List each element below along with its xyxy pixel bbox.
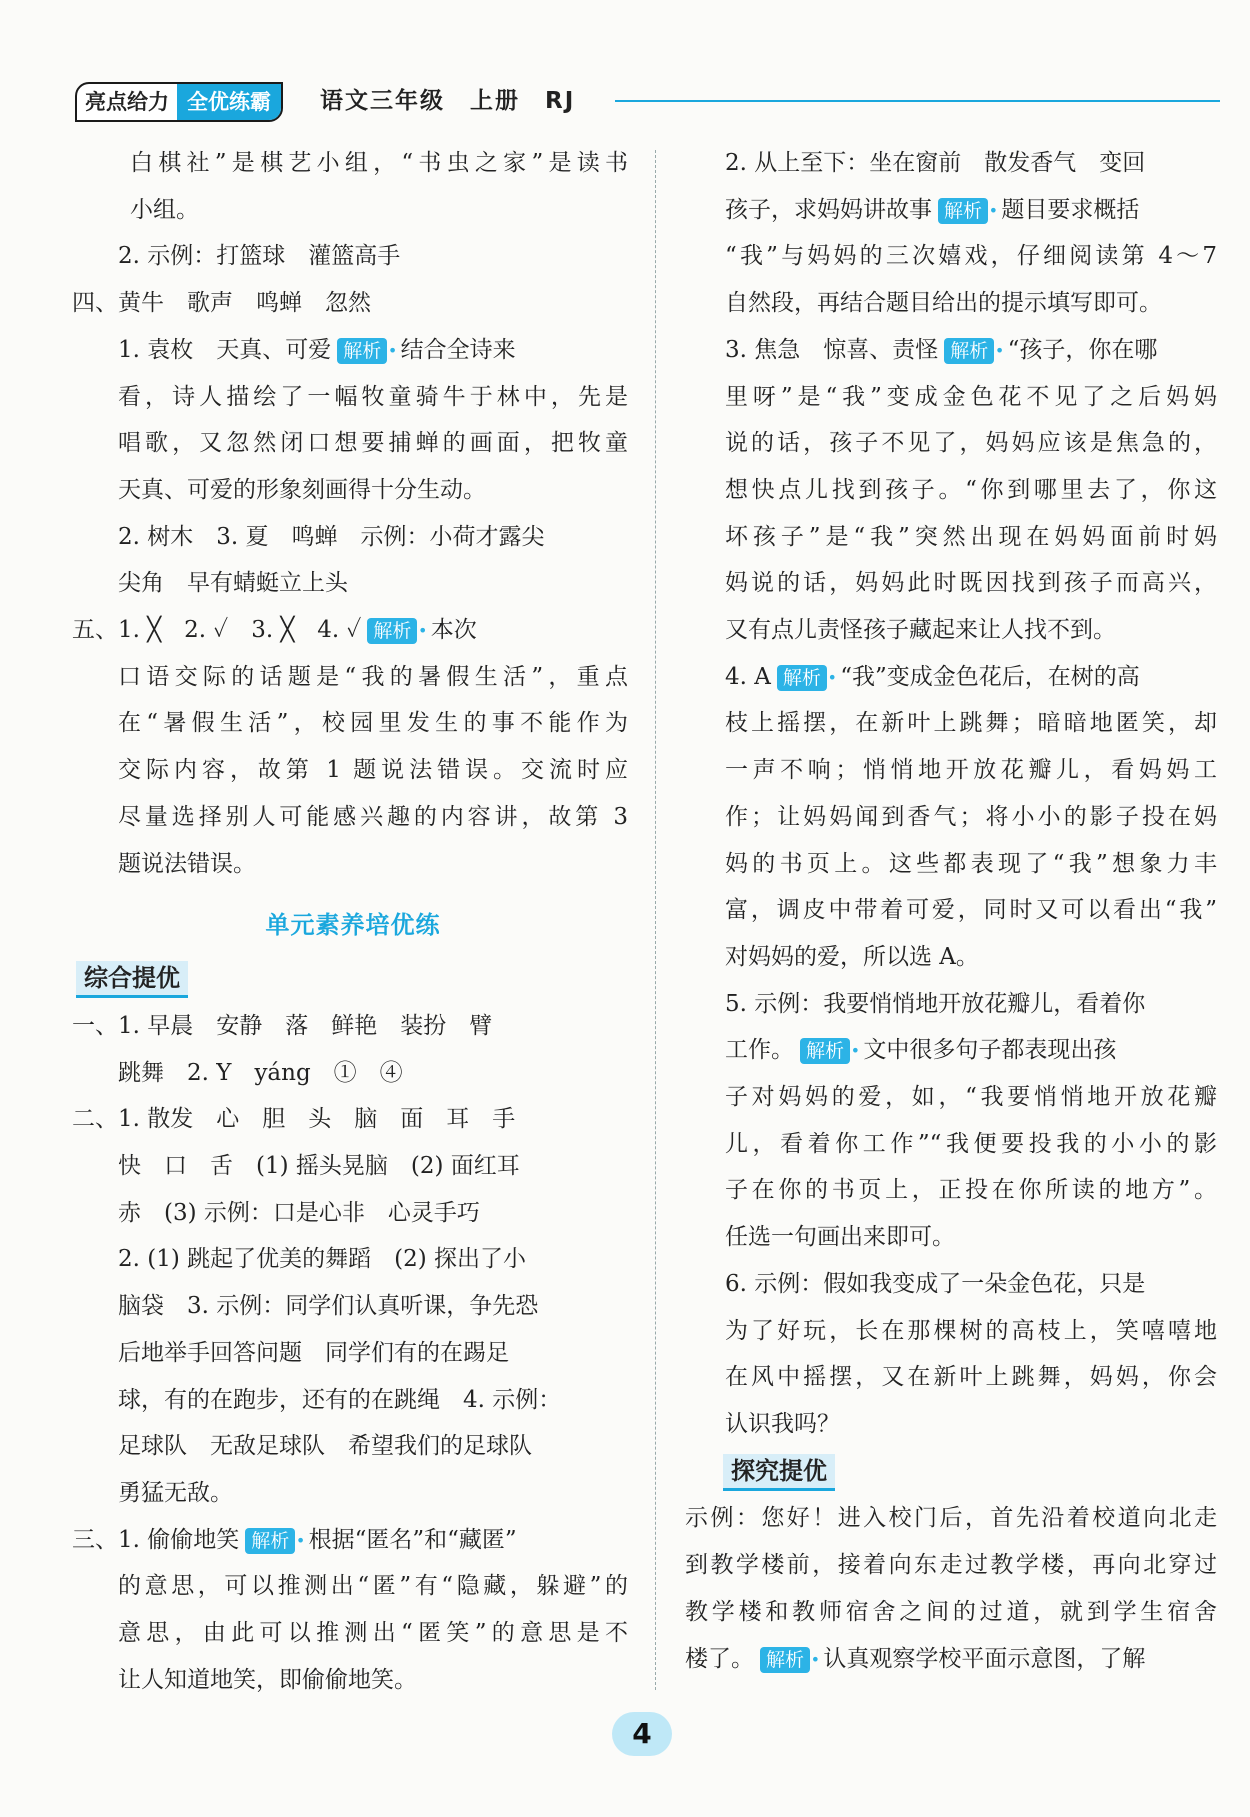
analysis-tag: 解析 • xyxy=(367,618,417,644)
text-line xyxy=(72,607,628,654)
analysis-tag: 解析 • xyxy=(800,1038,850,1064)
text-line: 四、黄牛 歌声 鸣蝉 忽然 xyxy=(72,290,371,317)
text-line: 子在你的书页上，正投在你所读的地方”。 xyxy=(725,1177,1217,1204)
text-line: 子对妈妈的爱，如，“我要悄悄地开放花瓣 xyxy=(725,1084,1217,1111)
text-line: 自然段，再结合题目给出的提示填写即可。 xyxy=(725,290,1162,317)
text-line: 为了好玩，长在那棵树的高枝上，笑嘻嘻地 xyxy=(725,1317,1217,1344)
text-line: 认识我吗？ xyxy=(725,1410,840,1437)
analysis-text: 认真观察学校平面示意图，了解 xyxy=(823,1645,1146,1672)
text-line: 2. 示例：打篮球 灌篮高手 xyxy=(118,243,401,270)
text-line xyxy=(725,187,1217,234)
text-line: 任选一句画出来即可。 xyxy=(725,1224,955,1251)
text-line: 尖角 早有蜻蜓立上头 xyxy=(118,570,348,597)
analysis-tag: 解析 • xyxy=(245,1528,295,1554)
text-line: 意思，由此可以推测出“匿笑”的意思是不 xyxy=(118,1620,628,1647)
text-line: 赤 (3) 示例：口是心非 心灵手巧 xyxy=(118,1199,480,1226)
analysis-text: “孩子，你在哪 xyxy=(1007,336,1158,363)
left-column xyxy=(72,140,628,1704)
analysis-text: 结合全诗来 xyxy=(400,336,516,363)
text-line: 2. (1) 跳起了优美的舞蹈 (2) 探出了小 xyxy=(118,1246,527,1273)
text-line: 在“暑假生活”，校园里发生的事不能作为 xyxy=(118,710,628,737)
analysis-tag: 解析 • xyxy=(777,665,827,691)
text-line: 到教学楼前，接着向东走过教学楼，再向北穿过 xyxy=(685,1552,1217,1579)
text-line: 球，有的在跑步，还有的在跳绳 4. 示例： xyxy=(118,1386,562,1413)
text-line: 想快点儿找到孩子。“你到哪里去了，你这 xyxy=(725,476,1217,503)
answer-text: 楼了。 xyxy=(685,1645,754,1672)
text-line: 小组。 xyxy=(130,196,199,223)
text-line: “我”与妈妈的三次嬉戏，仔细阅读第 4～7 xyxy=(725,243,1217,270)
text-line xyxy=(725,327,1217,374)
text-line: 儿，看着你工作”“我便要投我的小小的影 xyxy=(725,1130,1217,1157)
text-line: 坏孩子”是“我”突然出现在妈妈面前时妈 xyxy=(725,523,1217,550)
text-line: 快 口 舌 (1) 摇头晃脑 (2) 面红耳 xyxy=(118,1153,520,1180)
analysis-text: 文中很多句子都表现出孩 xyxy=(863,1037,1117,1064)
text-line: 唱歌，又忽然闭口想要捕蝉的画面，把牧童 xyxy=(118,430,628,457)
analysis-tag: 解析 • xyxy=(938,198,988,224)
text-line: 作；让妈妈闻到香气；将小小的影子投在妈 xyxy=(725,803,1217,830)
text-line: 让人知道地笑，即偷偷地笑。 xyxy=(118,1666,417,1693)
text-line: 对妈妈的爱，所以选 A。 xyxy=(725,943,979,970)
section-title: 单元素养培优练 xyxy=(265,911,441,940)
page-number: 4 xyxy=(612,1712,672,1756)
text-line: 在风中摇摆，又在新叶上跳舞，妈妈，你会 xyxy=(725,1364,1217,1391)
text-line xyxy=(72,1517,628,1564)
answer-text: 3. 焦急 惊喜、责怪 xyxy=(725,336,939,363)
answer-text: 1. 袁枚 天真、可爱 xyxy=(118,336,332,363)
text-line: 二、1. 散发 心 胆 头 脑 面 耳 手 xyxy=(72,1106,516,1133)
text-line xyxy=(685,1636,1217,1683)
text-line: 又有点儿责怪孩子藏起来让人找不到。 xyxy=(725,617,1116,644)
text-line: 示例：您好！进入校门后，首先沿着校道向北走 xyxy=(685,1505,1217,1532)
answer-text: 孩子，求妈妈讲故事 xyxy=(725,196,932,223)
brand-left: 亮点给力 xyxy=(85,90,169,114)
column-divider xyxy=(655,150,656,1690)
text-line: 里呀”是“我”变成金色花不见了之后妈妈 xyxy=(725,383,1217,410)
text-line: 的意思，可以推测出“匿”有“隐藏，躲避”的 xyxy=(118,1573,628,1600)
subject-title: 语文三年级 上册 RJ xyxy=(320,88,576,114)
text-line: 2. 从上至下：坐在窗前 散发香气 变回 xyxy=(725,150,1146,176)
text-line: 说的话，孩子不见了，妈妈应该是焦急的， xyxy=(725,430,1217,457)
answer-text: 工作。 xyxy=(725,1037,794,1064)
analysis-text: 本次 xyxy=(430,617,477,644)
text-line: 妈的书页上。这些都表现了“我”想象力丰 xyxy=(725,850,1217,877)
text-line: 一声不响；悄悄地开放花瓣儿，看妈妈工 xyxy=(725,757,1217,784)
text-line: 6. 示例：假如我变成了一朵金色花，只是 xyxy=(725,1270,1146,1297)
text-line xyxy=(725,654,1217,701)
brand-right: 全优练霸 xyxy=(177,84,281,120)
answer-text: 4. A xyxy=(725,663,771,690)
text-line: 妈说的话，妈妈此时既因找到孩子而高兴， xyxy=(725,570,1217,597)
analysis-tag: 解析 • xyxy=(944,338,994,364)
text-line: 天真、可爱的形象刻画得十分生动。 xyxy=(118,476,486,503)
text-line: 教学楼和教师宿舍之间的过道，就到学生宿舍 xyxy=(685,1598,1217,1625)
section-bar-comprehensive: 综合提优 xyxy=(76,961,188,998)
text-line: 白棋社”是棋艺小组，“书虫之家”是读书 xyxy=(130,150,628,176)
answer-text: 三、1. 偷偷地笑 xyxy=(72,1526,240,1553)
analysis-tag: 解析 • xyxy=(760,1647,810,1673)
brand-logo xyxy=(75,82,283,122)
text-line: 交际内容，故第 1 题说法错误。交流时应 xyxy=(118,757,628,784)
text-line: 5. 示例：我要悄悄地开放花瓣儿，看着你 xyxy=(725,990,1146,1017)
section-bar-explore: 探究提优 xyxy=(723,1454,835,1491)
header-rule xyxy=(615,100,1220,102)
text-line: 足球队 无敌足球队 希望我们的足球队 xyxy=(118,1433,532,1460)
analysis-tag: 解析 • xyxy=(337,338,387,364)
analysis-text: 题目要求概括 xyxy=(1001,196,1140,223)
text-line: 口语交际的话题是“我的暑假生活”，重点 xyxy=(118,663,628,690)
text-line: 尽量选择别人可能感兴趣的内容讲，故第 3 xyxy=(118,803,628,830)
analysis-text: “我”变成金色花后，在树的高 xyxy=(840,663,1140,690)
text-line: 勇猛无敌。 xyxy=(118,1479,233,1506)
text-line: 枝上摇摆，在新叶上跳舞；暗暗地匿笑，却 xyxy=(725,710,1217,737)
text-line: 后地举手回答问题 同学们有的在踢足 xyxy=(118,1339,509,1366)
right-column xyxy=(685,140,1217,1682)
text-line: 脑袋 3. 示例：同学们认真听课，争先恐 xyxy=(118,1293,539,1320)
text-line: 一、1. 早晨 安静 落 鲜艳 装扮 臂 xyxy=(72,1012,493,1039)
text-line: 2. 树木 3. 夏 鸣蝉 示例：小荷才露尖 xyxy=(118,523,545,550)
answer-text: 五、1. ╳ 2. ✓ 3. ╳ 4. ✓ xyxy=(72,617,362,644)
text-line: 题说法错误。 xyxy=(118,850,256,877)
text-line xyxy=(78,327,628,374)
analysis-text: 根据“匿名”和“藏匿” xyxy=(308,1526,517,1553)
text-line xyxy=(725,1027,1217,1074)
page-header xyxy=(75,82,1220,120)
text-line: 富，调皮中带着可爱，同时又可以看出“我” xyxy=(725,897,1217,924)
text-line: 看，诗人描绘了一幅牧童骑牛于林中，先是 xyxy=(118,383,628,410)
text-line: 跳舞 2. Y yáng ① ④ xyxy=(118,1059,403,1086)
